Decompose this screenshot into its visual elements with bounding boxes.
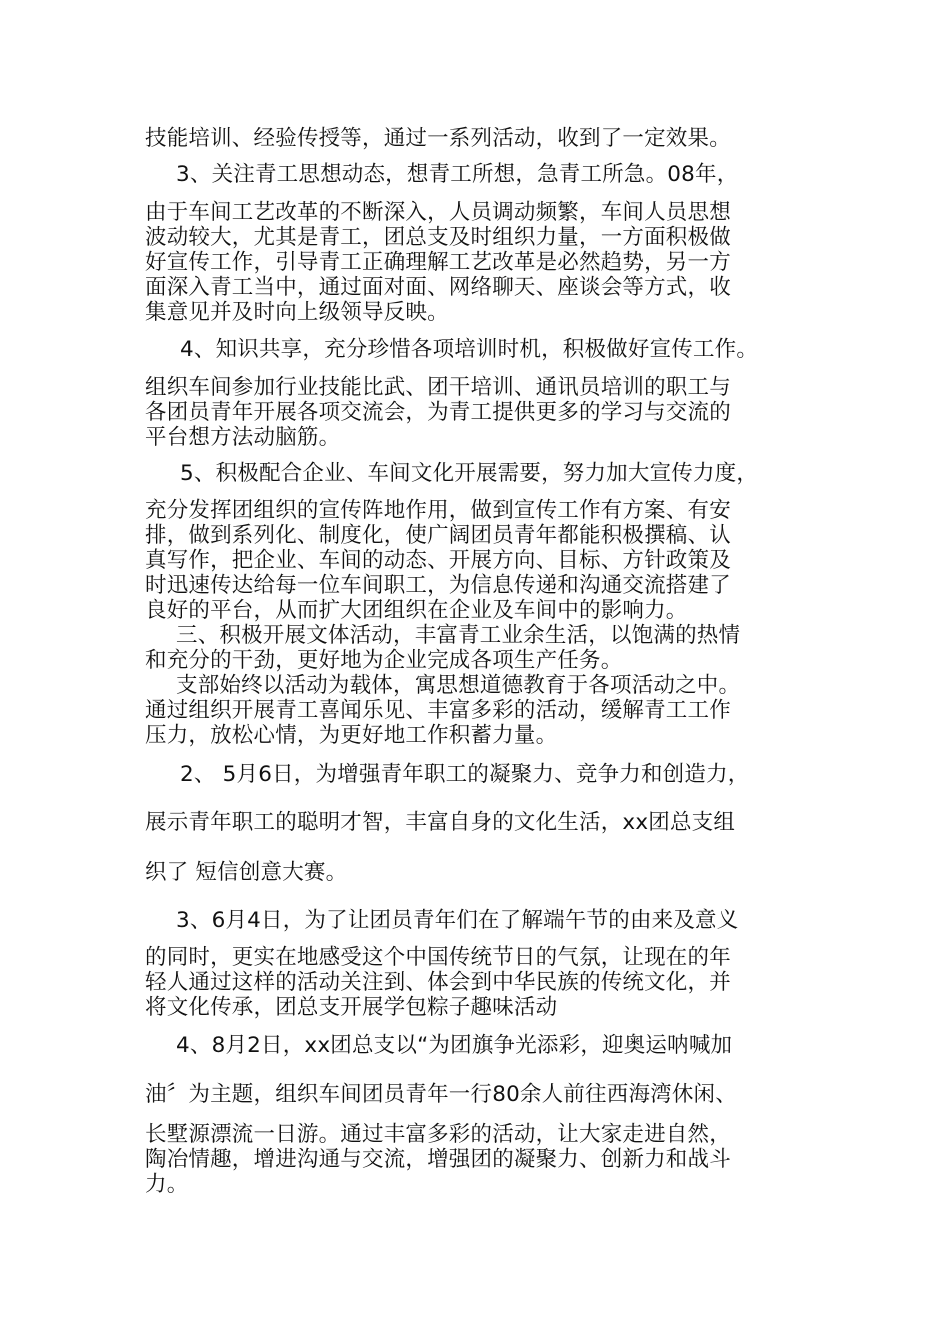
text-line: 4、知识共享，充分珍惜各项培训时机，积极做好宣传工作。 (180, 337, 759, 362)
text-line: 波动较大，尤其是青工，团总支及时组织力量，一方面积极做 (145, 225, 731, 250)
text-line: 面深入青工当中，通过面对面、网络聊天、座谈会等方式，收 (145, 275, 731, 300)
text-line: 4、8月2日，xx团总支以“为团旗争光添彩，迎奥运呐喊加 (176, 1033, 733, 1058)
text-line: 3、6月4日，为了让团员青年们在了解端午节的由来及意义 (176, 908, 739, 933)
text-line: 5、积极配合企业、车间文化开展需要，努力加大宣传力度， (180, 461, 759, 486)
text-line: 集意见并及时向上级领导反映。 (145, 300, 449, 325)
text-line: 油〞为主题，组织车间团员青年一行80余人前往西海湾休闲、 (145, 1082, 737, 1107)
text-line: 长墅源漂流一日游。通过丰富多彩的活动，让大家走进自然， (145, 1122, 731, 1147)
text-line: 3、关注青工思想动态，想青工所想，急青工所急。08年， (176, 162, 739, 187)
text-line: 织了 短信创意大赛。 (145, 860, 348, 885)
text-line: 充分发挥团组织的宣传阵地作用，做到宣传工作有方案、有安 (145, 498, 731, 523)
text-line: 时迅速传达给每一位车间职工，为信息传递和沟通交流搭建了 (145, 573, 731, 598)
text-line: 通过组织开展青工喜闻乐见、丰富多彩的活动，缓解青工工作 (145, 698, 731, 723)
text-line: 平台想方法动脑筋。 (145, 425, 341, 450)
text-line: 的同时，更实在地感受这个中国传统节日的气氛，让现在的年 (145, 945, 731, 970)
text-line: 压力，放松心情，为更好地工作积蓄力量。 (145, 723, 558, 748)
text-line: 由于车间工艺改革的不断深入，人员调动频繁，车间人员思想 (145, 200, 731, 225)
text-line: 展示青年职工的聪明才智，丰富自身的文化生活，xx团总支组 (145, 810, 736, 835)
text-line: 将文化传承，团总支开展学包粽子趣味活动 (145, 995, 558, 1020)
text-line: 和充分的干劲，更好地为企业完成各项生产任务。 (145, 648, 623, 673)
text-line: 陶冶情趣，增进沟通与交流，增强团的凝聚力、创新力和战斗 (145, 1147, 731, 1172)
text-line: 好宣传工作，引导青工正确理解工艺改革是必然趋势，另一方 (145, 250, 731, 275)
text-line: 2、 5月6日，为增强青年职工的凝聚力、竞争力和创造力， (180, 762, 750, 787)
text-line: 各团员青年开展各项交流会，为青工提供更多的学习与交流的 (145, 400, 731, 425)
text-line: 组织车间参加行业技能比武、团干培训、通讯员培训的职工与 (145, 375, 731, 400)
text-line: 排，做到系列化、制度化，使广阔团员青年都能积极撰稿、认 (145, 523, 731, 548)
text-line: 支部始终以活动为载体，寓思想道德教育于各项活动之中。 (176, 673, 741, 698)
text-line: 轻人通过这样的活动关注到、体会到中华民族的传统文化，并 (145, 970, 731, 995)
text-line: 三、积极开展文体活动，丰富青工业余生活，以饱满的热情 (176, 623, 741, 648)
text-line: 力。 (145, 1172, 189, 1197)
text-line: 技能培训、经验传授等，通过一系列活动，收到了一定效果。 (145, 126, 731, 151)
text-line: 良好的平台，从而扩大团组织在企业及车间中的影响力。 (145, 598, 688, 623)
text-line: 真写作，把企业、车间的动态、开展方向、目标、方针政策及 (145, 548, 731, 573)
